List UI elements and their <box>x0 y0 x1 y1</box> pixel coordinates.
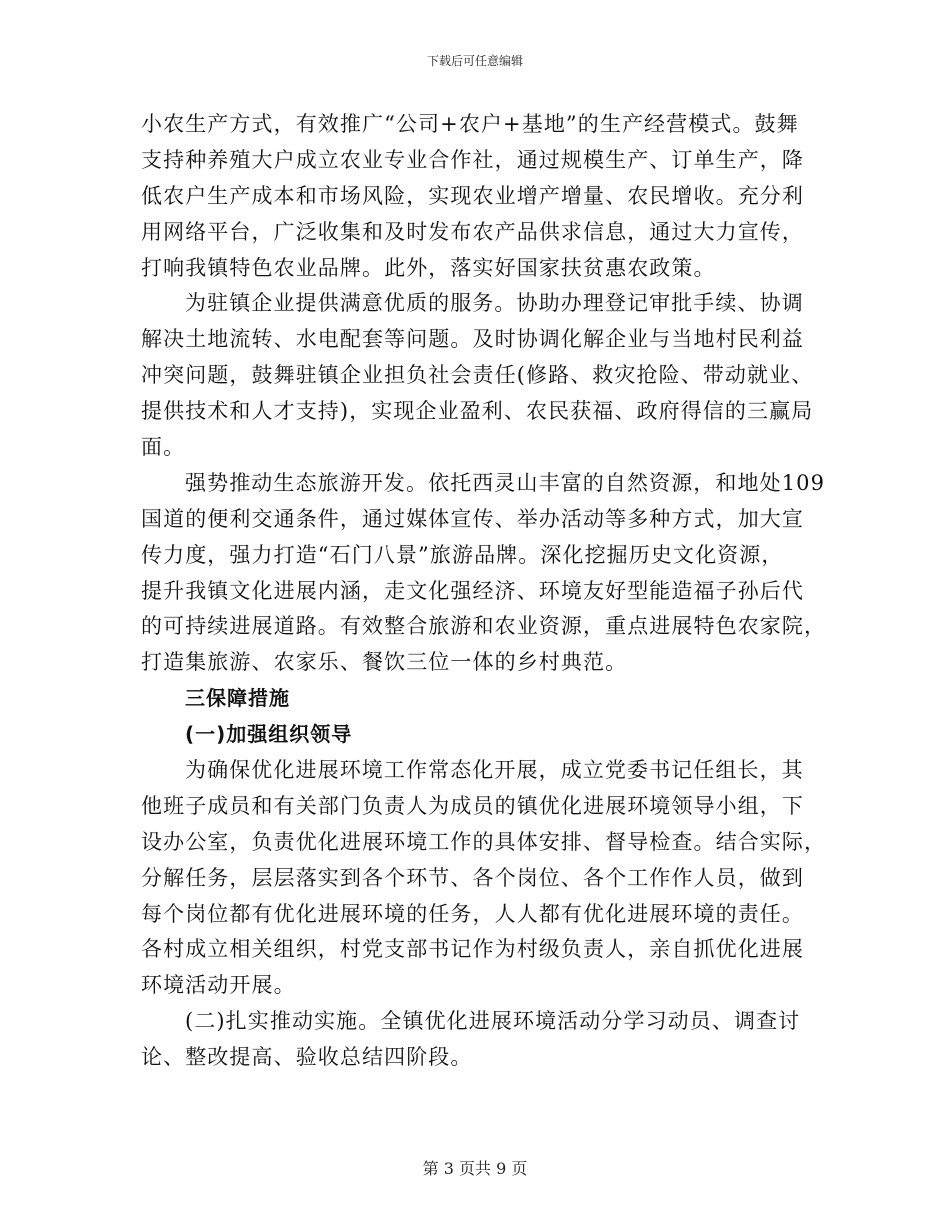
text-line: 小农生产方式，有效推广“公司+农户+基地”的生产经营模式。鼓舞 <box>141 112 799 136</box>
text-line: 面。 <box>141 435 186 460</box>
text-line: 传力度，强力打造“石门八景”旅游品牌。深化挖掘历史文化资源， <box>141 542 784 567</box>
text-line: 设办公室，负责优化进展环境工作的具体安排、督导检查。结合实际， <box>141 829 827 854</box>
text-line: 低农户生产成本和市场风险，实现农业增产增量、农民增收。充分利 <box>141 183 804 208</box>
text-line: 环境活动开展。 <box>141 973 296 998</box>
text-line: 为确保优化进展环境工作常态化开展，成立党委书记任组长，其 <box>185 758 804 783</box>
text-line: 提升我镇文化进展内涵，走文化强经济、环境友好型能造福子孙后代 <box>141 578 804 603</box>
text-line: 强势推动生态旅游开发。依托西灵山丰富的自然资源，和地处109 <box>185 470 826 495</box>
text-line: 每个岗位都有优化进展环境的任务，人人都有优化进展环境的责任。 <box>141 901 804 926</box>
text-line: 用网络平台，广泛收集和及时发布农产品供求信息，通过大力宣传， <box>141 219 804 244</box>
text-line: 打响我镇特色农业品牌。此外，落实好国家扶贫惠农政策。 <box>141 255 716 280</box>
text-line: 解决土地流转、水电配套等问题。及时协调化解企业与当地村民利益 <box>141 327 804 352</box>
text-line: 的可持续进展道路。有效整合旅游和农业资源，重点进展特色农家院， <box>141 614 827 639</box>
page-footer: 第 3 页共 9 页 <box>422 1159 528 1178</box>
text-line: 他班子成员和有关部门负责人为成员的镇优化进展环境领导小组，下 <box>141 793 804 818</box>
document-body <box>141 107 827 1076</box>
text-line: 各村成立相关组织，村党支部书记作为村级负责人，亲自抓优化进展 <box>141 937 804 962</box>
text-line: 支持种养殖大户成立农业专业合作社，通过规模生产、订单生产，降 <box>141 147 804 172</box>
text-line: 为驻镇企业提供满意优质的服务。协助办理登记审批手续、协调 <box>185 291 804 316</box>
section-heading: (一)加强组织领导 <box>185 722 353 747</box>
page-header: 下载后可任意编辑 <box>426 54 523 68</box>
text-line: 提供技术和人才支持)，实现企业盈利、农民获福、政府得信的三赢局 <box>141 399 814 424</box>
text-line: 冲突问题，鼓舞驻镇企业担负社会责任(修路、救灾抢险、带动就业、 <box>141 363 814 388</box>
text-line: 论、整改提高、验收总结四阶段。 <box>141 1045 473 1070</box>
text-line: (二)扎实推动实施。全镇优化进展环境活动分学习动员、调查讨 <box>185 1009 801 1034</box>
text-line: 国道的便利交通条件，通过媒体宣传、举办活动等多种方式，加大宣 <box>141 506 804 531</box>
text-line: 打造集旅游、农家乐、餐饮三位一体的乡村典范。 <box>141 650 628 675</box>
text-line: 分解任务，层层落实到各个环节、各个岗位、各个工作作人员，做到 <box>141 865 804 890</box>
section-heading: 三保障措施 <box>185 686 290 711</box>
